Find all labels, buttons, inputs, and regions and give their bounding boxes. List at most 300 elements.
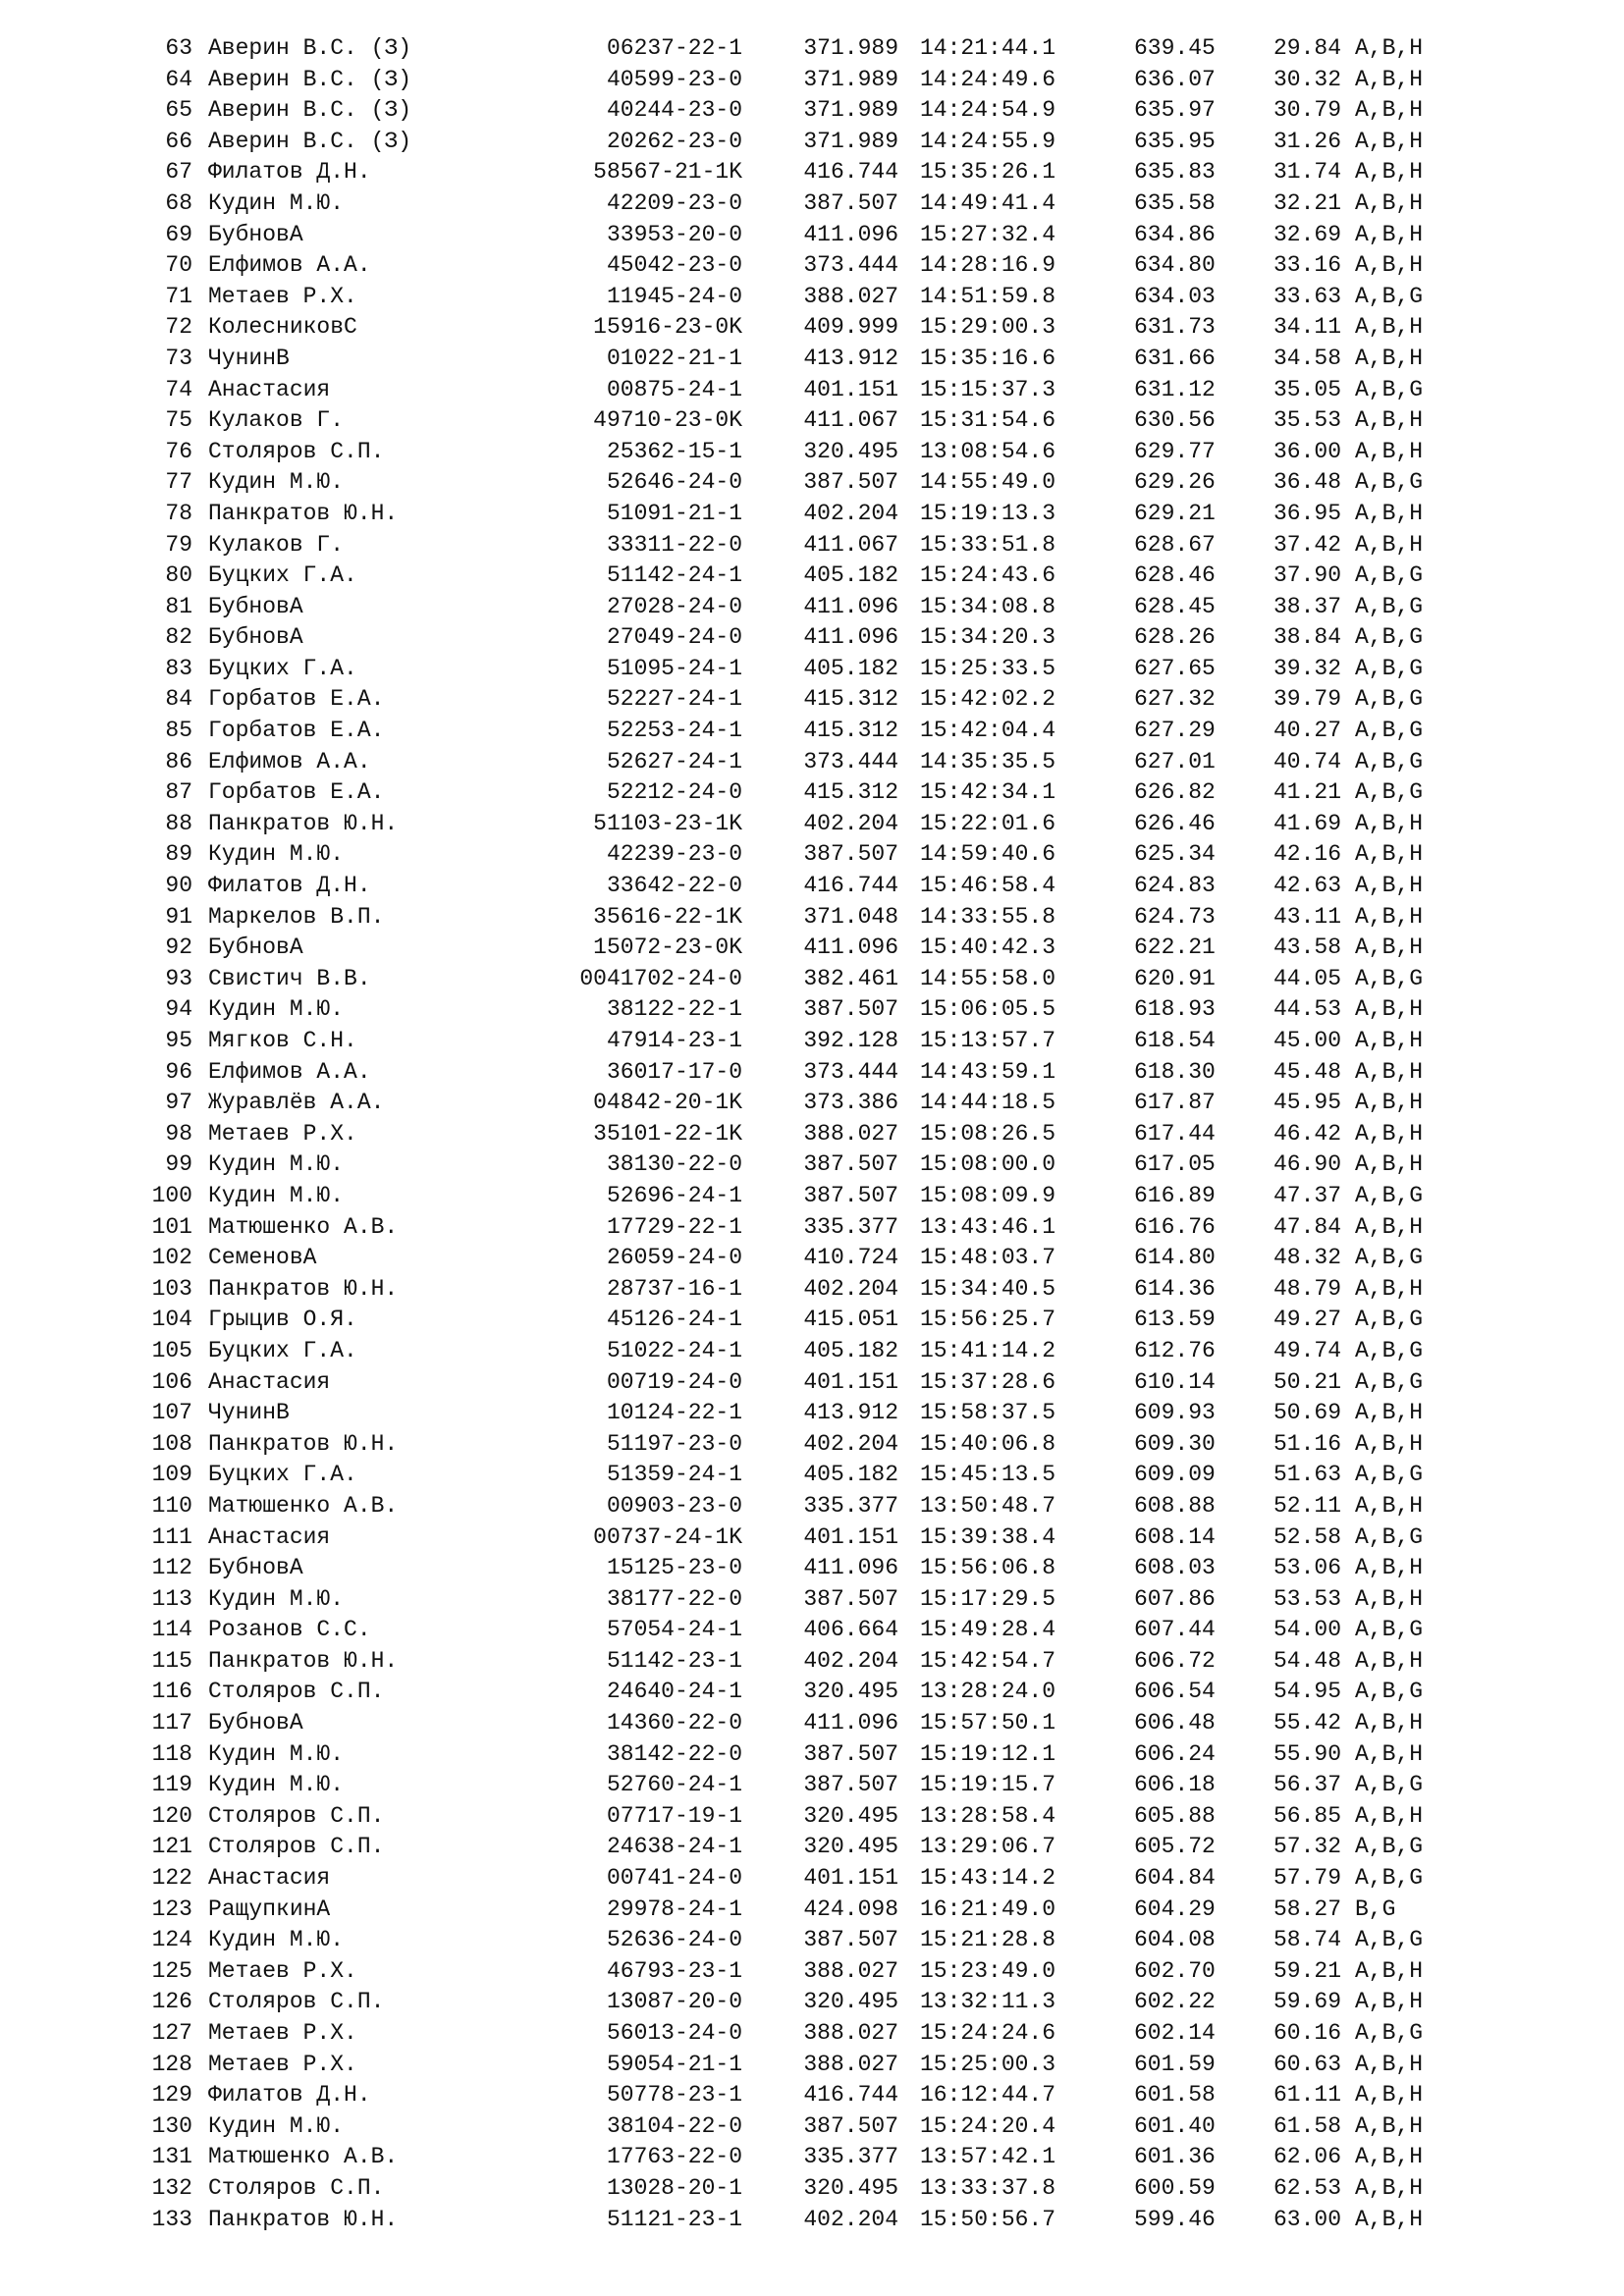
time-cell: 14:55:58.0 — [920, 965, 1056, 991]
speed-cell: 606.72 — [1134, 1647, 1216, 1674]
name-cell: Столяров С.П. — [208, 2174, 385, 2201]
name-cell: Буцких Г.А. — [208, 655, 357, 681]
rank-cell: 131 — [151, 2144, 192, 2170]
time-cell: 15:29:00.3 — [920, 314, 1056, 341]
time-cell: 15:08:09.9 — [920, 1182, 1056, 1208]
speed-cell: 634.86 — [1134, 221, 1216, 247]
ring-cell: 52627-24-1 — [606, 748, 742, 774]
name-cell: БубновА — [208, 624, 303, 651]
table-row — [0, 1119, 1624, 1150]
distance-cell: 387.507 — [803, 2112, 898, 2139]
time-cell: 15:45:13.5 — [920, 1462, 1056, 1488]
table-row — [0, 499, 1624, 530]
time-cell: 15:56:06.8 — [920, 1555, 1056, 1581]
speed-cell: 618.54 — [1134, 1028, 1216, 1053]
flags-cell: A,B,H — [1355, 66, 1424, 92]
ring-cell: 51197-23-0 — [606, 1430, 742, 1457]
flags-cell: A,B,H — [1355, 1710, 1424, 1736]
distance-cell: 387.507 — [803, 1927, 898, 1953]
table-row — [0, 2018, 1624, 2050]
rank-cell: 69 — [165, 221, 192, 247]
table-row — [0, 1553, 1624, 1584]
coef-cell: 54.00 — [1272, 1617, 1341, 1643]
ring-cell: 52760-24-1 — [606, 1772, 742, 1798]
table-row — [0, 1429, 1624, 1461]
ring-cell: 29978-24-1 — [606, 1896, 742, 1922]
ring-cell: 0041702-24-0 — [579, 965, 742, 991]
speed-cell: 599.46 — [1134, 2206, 1216, 2232]
flags-cell: A,B,G — [1355, 624, 1424, 651]
ring-cell: 17763-22-0 — [606, 2144, 742, 2170]
ring-cell: 13028-20-1 — [606, 2174, 742, 2201]
flags-cell: A,B,H — [1355, 1492, 1424, 1519]
time-cell: 13:29:06.7 — [920, 1834, 1056, 1860]
flags-cell: A,B,H — [1355, 2174, 1424, 2201]
table-row — [0, 1832, 1624, 1863]
rank-cell: 86 — [165, 748, 192, 774]
distance-cell: 387.507 — [803, 841, 898, 868]
distance-cell: 405.182 — [803, 655, 898, 681]
name-cell: Метаев Р.Х. — [208, 283, 357, 309]
time-cell: 13:28:58.4 — [920, 1802, 1056, 1829]
rank-cell: 71 — [165, 283, 192, 309]
distance-cell: 411.096 — [803, 221, 898, 247]
time-cell: 13:32:11.3 — [920, 1989, 1056, 2015]
name-cell: Кудин М.Ю. — [208, 1182, 345, 1208]
name-cell: Панкратов Ю.Н. — [208, 1430, 399, 1457]
table-row — [0, 2142, 1624, 2173]
name-cell: Столяров С.П. — [208, 438, 385, 464]
ring-cell: 00741-24-0 — [606, 1865, 742, 1892]
flags-cell: A,B,G — [1355, 1927, 1424, 1953]
time-cell: 14:33:55.8 — [920, 903, 1056, 930]
time-cell: 16:12:44.7 — [920, 2082, 1056, 2109]
distance-cell: 320.495 — [803, 438, 898, 464]
time-cell: 15:39:38.4 — [920, 1523, 1056, 1550]
speed-cell: 601.36 — [1134, 2144, 1216, 2170]
flags-cell: A,B,H — [1355, 2144, 1424, 2170]
time-cell: 15:24:43.6 — [920, 562, 1056, 589]
flags-cell: B,G — [1355, 1896, 1396, 1922]
flags-cell: A,B,G — [1355, 376, 1424, 402]
ring-cell: 24638-24-1 — [606, 1834, 742, 1860]
time-cell: 15:25:33.5 — [920, 655, 1056, 681]
name-cell: Филатов Д.Н. — [208, 873, 371, 899]
distance-cell: 411.096 — [803, 624, 898, 651]
flags-cell: A,B,G — [1355, 1523, 1424, 1550]
time-cell: 15:21:28.8 — [920, 1927, 1056, 1953]
speed-cell: 609.09 — [1134, 1462, 1216, 1488]
time-cell: 14:24:55.9 — [920, 128, 1056, 154]
flags-cell: A,B,G — [1355, 686, 1424, 713]
time-cell: 15:42:04.4 — [920, 718, 1056, 744]
distance-cell: 411.096 — [803, 1710, 898, 1736]
flags-cell: A,B,G — [1355, 1679, 1424, 1705]
coef-cell: 45.95 — [1272, 1090, 1341, 1116]
flags-cell: A,B,H — [1355, 1090, 1424, 1116]
ring-cell: 51142-24-1 — [606, 562, 742, 589]
table-row — [0, 2205, 1624, 2236]
flags-cell: A,B,G — [1355, 655, 1424, 681]
ring-cell: 33311-22-0 — [606, 531, 742, 558]
time-cell: 15:19:13.3 — [920, 500, 1056, 526]
ring-cell: 33953-20-0 — [606, 221, 742, 247]
speed-cell: 631.66 — [1134, 345, 1216, 371]
name-cell: Горбатов Е.А. — [208, 779, 385, 806]
flags-cell: A,B,H — [1355, 438, 1424, 464]
time-cell: 15:46:58.4 — [920, 873, 1056, 899]
speed-cell: 608.88 — [1134, 1492, 1216, 1519]
name-cell: КолесниковС — [208, 314, 357, 341]
time-cell: 15:40:42.3 — [920, 934, 1056, 961]
speed-cell: 635.83 — [1134, 159, 1216, 186]
ring-cell: 52253-24-1 — [606, 718, 742, 744]
coef-cell: 39.79 — [1272, 686, 1341, 713]
name-cell: Аверин В.С. (З) — [208, 128, 412, 154]
name-cell: Кулаков Г. — [208, 531, 345, 558]
flags-cell: A,B,H — [1355, 1989, 1424, 2015]
ring-cell: 00737-24-1K — [593, 1523, 742, 1550]
name-cell: Метаев Р.Х. — [208, 1120, 357, 1147]
speed-cell: 606.54 — [1134, 1679, 1216, 1705]
ring-cell: 51121-23-1 — [606, 2206, 742, 2232]
distance-cell: 371.989 — [803, 97, 898, 124]
time-cell: 14:51:59.8 — [920, 283, 1056, 309]
ring-cell: 57054-24-1 — [606, 1617, 742, 1643]
coef-cell: 59.21 — [1272, 1957, 1341, 1984]
name-cell: Филатов Д.Н. — [208, 159, 371, 186]
flags-cell: A,B,G — [1355, 1245, 1424, 1271]
ring-cell: 36017-17-0 — [606, 1058, 742, 1085]
coef-cell: 51.16 — [1272, 1430, 1341, 1457]
speed-cell: 635.97 — [1134, 97, 1216, 124]
rank-cell: 78 — [165, 500, 192, 526]
ring-cell: 52227-24-1 — [606, 686, 742, 713]
flags-cell: A,B,H — [1355, 35, 1424, 61]
table-row — [0, 1026, 1624, 1057]
ring-cell: 11945-24-0 — [606, 283, 742, 309]
rank-cell: 92 — [165, 934, 192, 961]
flags-cell: A,B,H — [1355, 189, 1424, 216]
name-cell: РащупкинА — [208, 1896, 331, 1922]
rank-cell: 90 — [165, 873, 192, 899]
distance-cell: 371.048 — [803, 903, 898, 930]
coef-cell: 58.27 — [1272, 1896, 1341, 1922]
coef-cell: 41.69 — [1272, 810, 1341, 836]
table-row — [0, 902, 1624, 934]
speed-cell: 617.05 — [1134, 1151, 1216, 1178]
coef-cell: 43.11 — [1272, 903, 1341, 930]
distance-cell: 411.096 — [803, 934, 898, 961]
ring-cell: 27049-24-0 — [606, 624, 742, 651]
ring-cell: 58567-21-1K — [593, 159, 742, 186]
coef-cell: 54.95 — [1272, 1679, 1341, 1705]
ring-cell: 17729-22-1 — [606, 1213, 742, 1240]
table-row — [0, 839, 1624, 871]
rank-cell: 93 — [165, 965, 192, 991]
speed-cell: 606.24 — [1134, 1740, 1216, 1767]
distance-cell: 392.128 — [803, 1028, 898, 1053]
name-cell: Горбатов Е.А. — [208, 686, 385, 713]
table-row — [0, 809, 1624, 840]
speed-cell: 605.72 — [1134, 1834, 1216, 1860]
speed-cell: 628.67 — [1134, 531, 1216, 558]
table-row — [0, 1336, 1624, 1367]
coef-cell: 38.37 — [1272, 593, 1341, 619]
ring-cell: 45126-24-1 — [606, 1307, 742, 1333]
speed-cell: 604.29 — [1134, 1896, 1216, 1922]
table-row — [0, 1925, 1624, 1956]
coef-cell: 56.37 — [1272, 1772, 1341, 1798]
distance-cell: 387.507 — [803, 996, 898, 1023]
flags-cell: A,B,H — [1355, 1120, 1424, 1147]
flags-cell: A,B,H — [1355, 2082, 1424, 2109]
rank-cell: 109 — [151, 1462, 192, 1488]
ring-cell: 59054-21-1 — [606, 2051, 742, 2077]
name-cell: Анастасия — [208, 376, 331, 402]
distance-cell: 387.507 — [803, 469, 898, 496]
name-cell: Кудин М.Ю. — [208, 1151, 345, 1178]
ring-cell: 47914-23-1 — [606, 1028, 742, 1053]
coef-cell: 32.69 — [1272, 221, 1341, 247]
time-cell: 15:50:56.7 — [920, 2206, 1056, 2232]
distance-cell: 382.461 — [803, 965, 898, 991]
rank-cell: 75 — [165, 407, 192, 434]
distance-cell: 373.444 — [803, 252, 898, 279]
coef-cell: 41.21 — [1272, 779, 1341, 806]
table-row — [0, 1367, 1624, 1399]
time-cell: 15:24:20.4 — [920, 2112, 1056, 2139]
rank-cell: 108 — [151, 1430, 192, 1457]
speed-cell: 629.21 — [1134, 500, 1216, 526]
coef-cell: 42.16 — [1272, 841, 1341, 868]
name-cell: Маркелов В.П. — [208, 903, 385, 930]
name-cell: Матюшенко А.В. — [208, 2144, 399, 2170]
speed-cell: 601.40 — [1134, 2112, 1216, 2139]
rank-cell: 83 — [165, 655, 192, 681]
rank-cell: 116 — [151, 1679, 192, 1705]
rank-cell: 113 — [151, 1585, 192, 1612]
distance-cell: 320.495 — [803, 1802, 898, 1829]
name-cell: Свистич В.В. — [208, 965, 371, 991]
ring-cell: 38177-22-0 — [606, 1585, 742, 1612]
flags-cell: A,B,G — [1355, 1337, 1424, 1363]
name-cell: Кудин М.Ю. — [208, 1772, 345, 1798]
table-row — [0, 95, 1624, 127]
flags-cell: A,B,H — [1355, 996, 1424, 1023]
flags-cell: A,B,H — [1355, 2112, 1424, 2139]
time-cell: 15:31:54.6 — [920, 407, 1056, 434]
name-cell: Елфимов А.А. — [208, 1058, 371, 1085]
distance-cell: 413.912 — [803, 345, 898, 371]
distance-cell: 416.744 — [803, 159, 898, 186]
ring-cell: 26059-24-0 — [606, 1245, 742, 1271]
rank-cell: 80 — [165, 562, 192, 589]
rank-cell: 82 — [165, 624, 192, 651]
name-cell: Горбатов Е.А. — [208, 718, 385, 744]
table-row — [0, 65, 1624, 96]
time-cell: 15:49:28.4 — [920, 1617, 1056, 1643]
coef-cell: 30.79 — [1272, 97, 1341, 124]
name-cell: Панкратов Ю.Н. — [208, 1275, 399, 1302]
speed-cell: 616.89 — [1134, 1182, 1216, 1208]
time-cell: 13:57:42.1 — [920, 2144, 1056, 2170]
flags-cell: A,B,H — [1355, 500, 1424, 526]
speed-cell: 639.45 — [1134, 35, 1216, 61]
flags-cell: A,B,H — [1355, 1555, 1424, 1581]
time-cell: 13:28:24.0 — [920, 1679, 1056, 1705]
table-row — [0, 1305, 1624, 1336]
table-row — [0, 1770, 1624, 1801]
ring-cell: 42239-23-0 — [606, 841, 742, 868]
flags-cell: A,B,G — [1355, 562, 1424, 589]
flags-cell: A,B,G — [1355, 1307, 1424, 1333]
ring-cell: 51103-23-1K — [593, 810, 742, 836]
flags-cell: A,B,G — [1355, 1617, 1424, 1643]
rank-cell: 100 — [151, 1182, 192, 1208]
coef-cell: 51.63 — [1272, 1462, 1341, 1488]
name-cell: Метаев Р.Х. — [208, 2051, 357, 2077]
distance-cell: 320.495 — [803, 1989, 898, 2015]
rank-cell: 120 — [151, 1802, 192, 1829]
ring-cell: 40599-23-0 — [606, 66, 742, 92]
table-row — [0, 2050, 1624, 2081]
ring-cell: 28737-16-1 — [606, 1275, 742, 1302]
ring-cell: 42209-23-0 — [606, 189, 742, 216]
time-cell: 15:33:51.8 — [920, 531, 1056, 558]
table-row — [0, 467, 1624, 499]
ring-cell: 51359-24-1 — [606, 1462, 742, 1488]
distance-cell: 373.444 — [803, 748, 898, 774]
distance-cell: 388.027 — [803, 283, 898, 309]
speed-cell: 604.08 — [1134, 1927, 1216, 1953]
time-cell: 15:37:28.6 — [920, 1368, 1056, 1395]
name-cell: Столяров С.П. — [208, 1679, 385, 1705]
time-cell: 13:50:48.7 — [920, 1492, 1056, 1519]
rank-cell: 105 — [151, 1337, 192, 1363]
speed-cell: 618.30 — [1134, 1058, 1216, 1085]
ring-cell: 00719-24-0 — [606, 1368, 742, 1395]
flags-cell: A,B,H — [1355, 873, 1424, 899]
distance-cell: 387.507 — [803, 1772, 898, 1798]
coef-cell: 34.58 — [1272, 345, 1341, 371]
distance-cell: 402.204 — [803, 1647, 898, 1674]
distance-cell: 416.744 — [803, 2082, 898, 2109]
rank-cell: 73 — [165, 345, 192, 371]
ring-cell: 15916-23-0K — [593, 314, 742, 341]
rank-cell: 70 — [165, 252, 192, 279]
coef-cell: 35.53 — [1272, 407, 1341, 434]
distance-cell: 411.096 — [803, 1555, 898, 1581]
flags-cell: A,B,H — [1355, 1275, 1424, 1302]
flags-cell: A,B,H — [1355, 97, 1424, 124]
rank-cell: 89 — [165, 841, 192, 868]
ring-cell: 51091-21-1 — [606, 500, 742, 526]
flags-cell: A,B,G — [1355, 1865, 1424, 1892]
table-row — [0, 1243, 1624, 1274]
name-cell: Панкратов Ю.Н. — [208, 1647, 399, 1674]
flags-cell: A,B,G — [1355, 1182, 1424, 1208]
time-cell: 14:21:44.1 — [920, 35, 1056, 61]
distance-cell: 388.027 — [803, 2051, 898, 2077]
time-cell: 15:35:16.6 — [920, 345, 1056, 371]
flags-cell: A,B,G — [1355, 1772, 1424, 1798]
flags-cell: A,B,H — [1355, 2051, 1424, 2077]
table-row — [0, 933, 1624, 964]
rank-cell: 95 — [165, 1028, 192, 1053]
ring-cell: 52636-24-0 — [606, 1927, 742, 1953]
distance-cell: 409.999 — [803, 314, 898, 341]
ring-cell: 49710-23-0K — [593, 407, 742, 434]
flags-cell: A,B,G — [1355, 283, 1424, 309]
time-cell: 15:43:14.2 — [920, 1865, 1056, 1892]
speed-cell: 602.70 — [1134, 1957, 1216, 1984]
speed-cell: 601.58 — [1134, 2082, 1216, 2109]
flags-cell: A,B,G — [1355, 1368, 1424, 1395]
ring-cell: 00903-23-0 — [606, 1492, 742, 1519]
distance-cell: 416.744 — [803, 873, 898, 899]
distance-cell: 373.386 — [803, 1090, 898, 1116]
name-cell: Буцких Г.А. — [208, 562, 357, 589]
table-row — [0, 1088, 1624, 1119]
speed-cell: 628.26 — [1134, 624, 1216, 651]
distance-cell: 387.507 — [803, 1585, 898, 1612]
ring-cell: 33642-22-0 — [606, 873, 742, 899]
distance-cell: 388.027 — [803, 1957, 898, 1984]
coef-cell: 55.42 — [1272, 1710, 1341, 1736]
time-cell: 15:19:12.1 — [920, 1740, 1056, 1767]
flags-cell: A,B,H — [1355, 810, 1424, 836]
rank-cell: 77 — [165, 469, 192, 496]
time-cell: 14:43:59.1 — [920, 1058, 1056, 1085]
name-cell: СеменовА — [208, 1245, 317, 1271]
name-cell: БубновА — [208, 221, 303, 247]
rank-cell: 81 — [165, 593, 192, 619]
speed-cell: 625.34 — [1134, 841, 1216, 868]
rank-cell: 99 — [165, 1151, 192, 1178]
name-cell: Кудин М.Ю. — [208, 996, 345, 1023]
table-row — [0, 127, 1624, 158]
coef-cell: 53.06 — [1272, 1555, 1341, 1581]
speed-cell: 618.93 — [1134, 996, 1216, 1023]
speed-cell: 624.73 — [1134, 903, 1216, 930]
table-row — [0, 437, 1624, 468]
distance-cell: 387.507 — [803, 1182, 898, 1208]
coef-cell: 60.63 — [1272, 2051, 1341, 2077]
rank-cell: 85 — [165, 718, 192, 744]
time-cell: 14:28:16.9 — [920, 252, 1056, 279]
distance-cell: 402.204 — [803, 1275, 898, 1302]
table-row — [0, 1801, 1624, 1833]
name-cell: Аверин В.С. (З) — [208, 35, 412, 61]
table-row — [0, 1274, 1624, 1306]
coef-cell: 47.84 — [1272, 1213, 1341, 1240]
table-row — [0, 530, 1624, 561]
speed-cell: 614.80 — [1134, 1245, 1216, 1271]
rank-cell: 68 — [165, 189, 192, 216]
speed-cell: 602.22 — [1134, 1989, 1216, 2015]
rank-cell: 119 — [151, 1772, 192, 1798]
time-cell: 14:59:40.6 — [920, 841, 1056, 868]
ring-cell: 14360-22-0 — [606, 1710, 742, 1736]
time-cell: 15:34:20.3 — [920, 624, 1056, 651]
distance-cell: 388.027 — [803, 2020, 898, 2046]
coef-cell: 44.05 — [1272, 965, 1341, 991]
name-cell: Анастасия — [208, 1865, 331, 1892]
speed-cell: 630.56 — [1134, 407, 1216, 434]
time-cell: 15:24:24.6 — [920, 2020, 1056, 2046]
table-row — [0, 684, 1624, 716]
